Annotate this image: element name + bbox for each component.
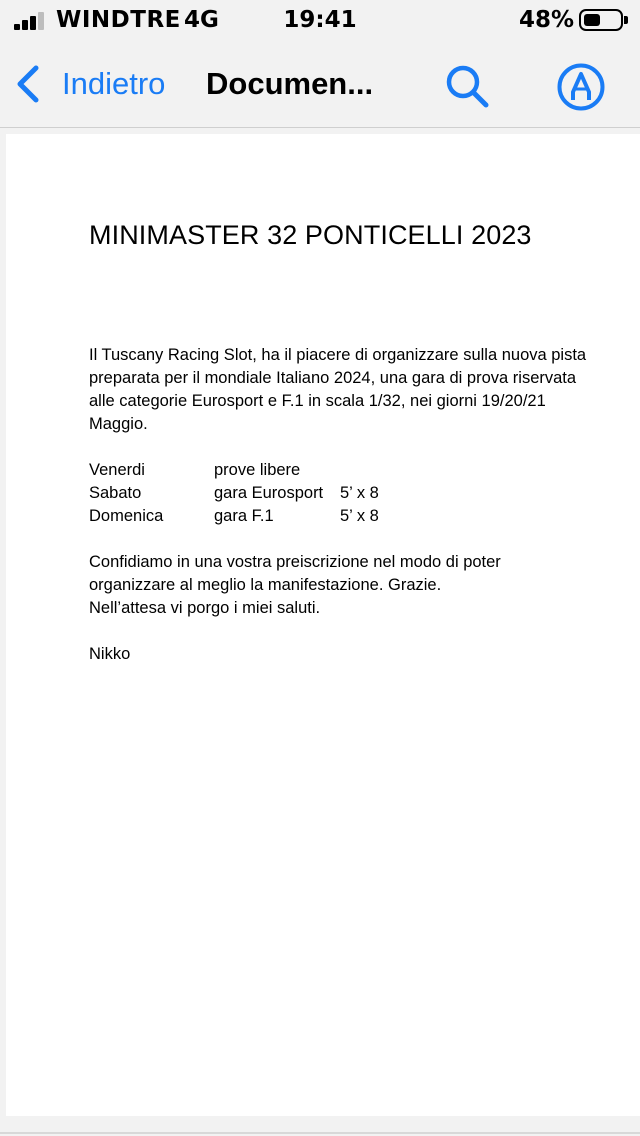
chevron-left-icon bbox=[14, 64, 44, 104]
document-heading: MINIMASTER 32 PONTICELLI 2023 bbox=[89, 220, 532, 250]
schedule-format: 5’ x 8 bbox=[340, 484, 379, 502]
schedule-list bbox=[89, 459, 589, 528]
schedule-day: Domenica bbox=[89, 507, 164, 525]
navigation-bar bbox=[0, 42, 640, 128]
greeting-line: Nell’attesa vi porgo i miei saluti. bbox=[89, 599, 321, 617]
search-icon bbox=[443, 62, 491, 110]
search-button[interactable] bbox=[443, 62, 491, 110]
schedule-event: gara Eurosport bbox=[214, 484, 324, 502]
network-type: 4G bbox=[184, 7, 219, 33]
clock: 19:41 bbox=[283, 7, 357, 33]
status-bar bbox=[0, 0, 640, 42]
document-title: Documen... bbox=[206, 66, 374, 101]
document-body bbox=[89, 344, 589, 666]
markup-pen-icon bbox=[556, 62, 606, 112]
schedule-format bbox=[340, 459, 400, 482]
schedule-day: Sabato bbox=[89, 484, 142, 502]
back-button[interactable] bbox=[14, 62, 165, 106]
schedule-day: Venerdi bbox=[89, 461, 145, 479]
schedule-row bbox=[89, 459, 589, 482]
battery-icon bbox=[579, 9, 623, 31]
bottom-divider bbox=[0, 1132, 640, 1134]
closing-paragraph: Confidiamo in una vostra preiscrizione nel modo di poter organizzare al meglio la manifestazione. Grazie. bbox=[89, 553, 501, 594]
schedule-format: 5’ x 8 bbox=[340, 507, 379, 525]
signature: Nikko bbox=[89, 645, 131, 663]
schedule-row bbox=[89, 505, 589, 528]
carrier-name: WINDTRE bbox=[56, 7, 181, 33]
schedule-event: gara F.1 bbox=[214, 507, 274, 525]
markup-button[interactable] bbox=[556, 62, 606, 112]
schedule-row bbox=[89, 482, 589, 505]
intro-paragraph: Il Tuscany Racing Slot, ha il piacere di organizzare sulla nuova pista preparata per il mondiale Italiano 2024, una gara di prova riservata alle categorie Eurosport e F.1 in scala 1/32, nei giorni 19/20/21 Maggio. bbox=[89, 346, 587, 433]
schedule-event: prove libere bbox=[214, 461, 301, 479]
document-page bbox=[6, 134, 640, 1116]
battery-percentage: 48% bbox=[518, 7, 574, 33]
back-button-label: Indietro bbox=[62, 66, 166, 101]
